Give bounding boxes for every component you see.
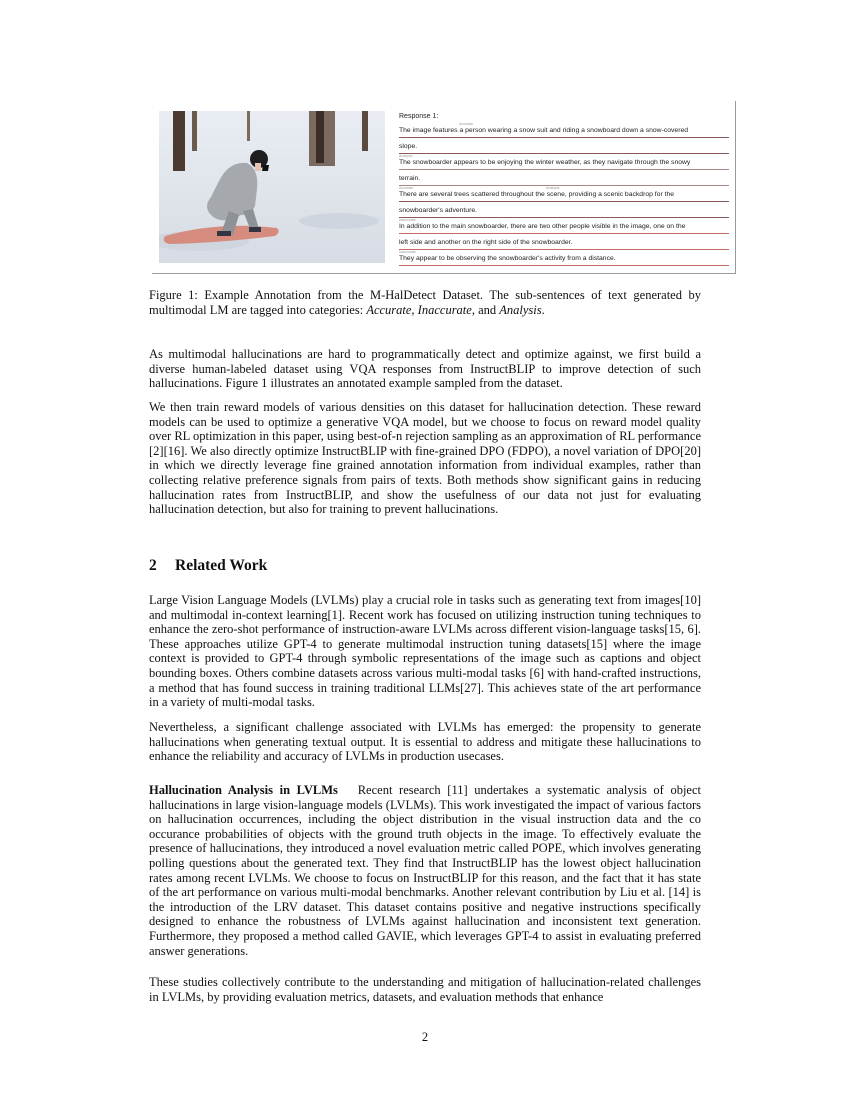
paragraph <box>149 783 701 958</box>
paragraph: Large Vision Language Models (LVLMs) play a crucial role in tasks such as generating text from images[10] and multimodal in-context learning[1]. Recent work has focused on utilizing instruction tuning techniques to enhance the zero-shot performance of instruction-aware LVLMs across different vision-language tasks[15, 6]. These approaches utilize GPT-4 to generate multimodal instruction tuning datasets[15] where the image context is provided to GPT-4 through symbolic representations of the image such as captions and object bounding boxes. Others combine datasets across various multi-modal tasks [6] with hand-crafted instructions, a method that has found success in training traditional LLMs[27]. This achieves state of the art performance in a variety of multi-modal tasks. <box>149 593 701 710</box>
segment-tag: Analysis <box>546 186 560 190</box>
caption-category: Analysis <box>499 302 542 317</box>
paragraph: These studies collectively contribute to the understanding and mitigation of hallucination-related challenges in LVLMs, by providing evaluation metrics, datasets, and evaluation methods that enhance <box>149 975 701 1004</box>
segment-line: snowboarder's adventure. <box>399 207 729 218</box>
segment-tag: Analysis <box>399 154 413 158</box>
paragraph: We then train reward models of various densities on this dataset for hallucination detection. These reward models can be used to optimize a generative VQA model, but we choose to focus on reward model quality over RL optimization in this paper, using best-of-n rejection sampling as an approximation of RL performance [2][16]. We also directly optimize InstructBLIP with fine-grained DPO (FDPO), a novel variation of DPO[20] in which we directly leverage fine grained annotation information from individual examples, rather than collecting relative preference signals from pairs of texts. Both methods show significant gains in reducing hallucination rates from InstructBLIP, and show the usefulness of our data not just for evaluating hallucination detection, but also for training to prevent hallucinations. <box>149 400 701 517</box>
caption-text: . <box>541 302 545 317</box>
annotated-segment <box>399 218 729 250</box>
caption-text: Figure 1: Example Annotation from the M-HalDetect Dataset. The sub-sentences of text generated by multimodal LM are tagged into categories: <box>149 288 701 317</box>
page-number: 2 <box>421 1030 429 1044</box>
figure-caption <box>149 288 701 317</box>
caption-text: , and <box>471 302 500 317</box>
segment-tag: Accurate <box>399 186 414 190</box>
segment-line: left side and another on the right side of the snowboarder. <box>399 239 729 250</box>
section-number: 2 <box>149 557 157 574</box>
response-annotation <box>399 113 729 271</box>
segment-tag: Inaccurate <box>399 218 416 222</box>
response-title: Response 1: <box>399 113 439 120</box>
paragraph: Nevertheless, a significant challenge associated with LVLMs has emerged: the propensity to generate hallucinations when generating textual output. It is essential to address and mitigate these hallucinations to enhance the reliability and accuracy of LVLMs in production usecases. <box>149 720 701 764</box>
segment-line: The snowboarder appears to be enjoying the winter weather, as they navigate through the snowy <box>399 159 729 170</box>
snowboarder-image <box>159 111 385 263</box>
annotated-segment <box>399 122 729 154</box>
segment-tag: Inaccurate <box>399 250 416 254</box>
caption-category: Accurate, Inaccurate <box>366 302 472 317</box>
annotated-segment <box>399 250 729 266</box>
section-heading <box>149 557 267 575</box>
segment-tag: Accurate <box>459 122 474 126</box>
segment-line: They appear to be observing the snowboarder's activity from a distance. <box>399 255 729 266</box>
figure-1 <box>152 101 736 274</box>
paragraph-text: Recent research [11] undertakes a systematic analysis of object hallucinations in large vision-language models (LVLMs). This work investigated the impact of various factors on hallucination occurrences, including the object distribution in the visual instruction data and the co occurance probabilities of objects with the ground truth objects in the image. To effectively evaluate the presence of hallucinations, they introduced a novel evaluation metric called POPE, which involves generating polling questions about the generated text. They find that InstructBLIP has the lowest object hallucination rates among recent LVLMs. We choose to focus on InstructBLIP for this reason, and the fact that it has state of the art performance on various multi-modal benchmarks. Another relevant contribution by Liu et al. [14] is the introduction of the LRV dataset. This dataset contains positive and negative instructions specifically designed to enhance the robustness of LVLMs against hallucination and inconsistent text generation. Furthermore, they proposed a method called GAVIE, which leverages GPT-4 to assist in evaluating preferred answer generations. <box>149 783 701 958</box>
segment-line: There are several trees scattered throughout the scene, providing a scenic backdrop for the <box>399 191 729 202</box>
paragraph: As multimodal hallucinations are hard to programmatically detect and optimize against, we first build a diverse human-labeled dataset using VQA responses from InstructBLIP to improve detection of such hallucinations. Figure 1 illustrates an annotated example sampled from the dataset. <box>149 347 701 391</box>
segment-line: terrain. <box>399 175 729 186</box>
paragraph-heading: Hallucination Analysis in LVLMs <box>149 783 338 797</box>
segment-line: slope. <box>399 143 729 154</box>
section-title: Related Work <box>175 557 268 574</box>
segment-line: The image features a person wearing a snow suit and riding a snowboard down a snow-covered <box>399 127 729 138</box>
annotated-segment <box>399 186 729 218</box>
segment-line: In addition to the main snowboarder, there are two other people visible in the image, one on the <box>399 223 729 234</box>
snowboarder-photo <box>159 111 385 263</box>
annotated-segment <box>399 154 729 186</box>
